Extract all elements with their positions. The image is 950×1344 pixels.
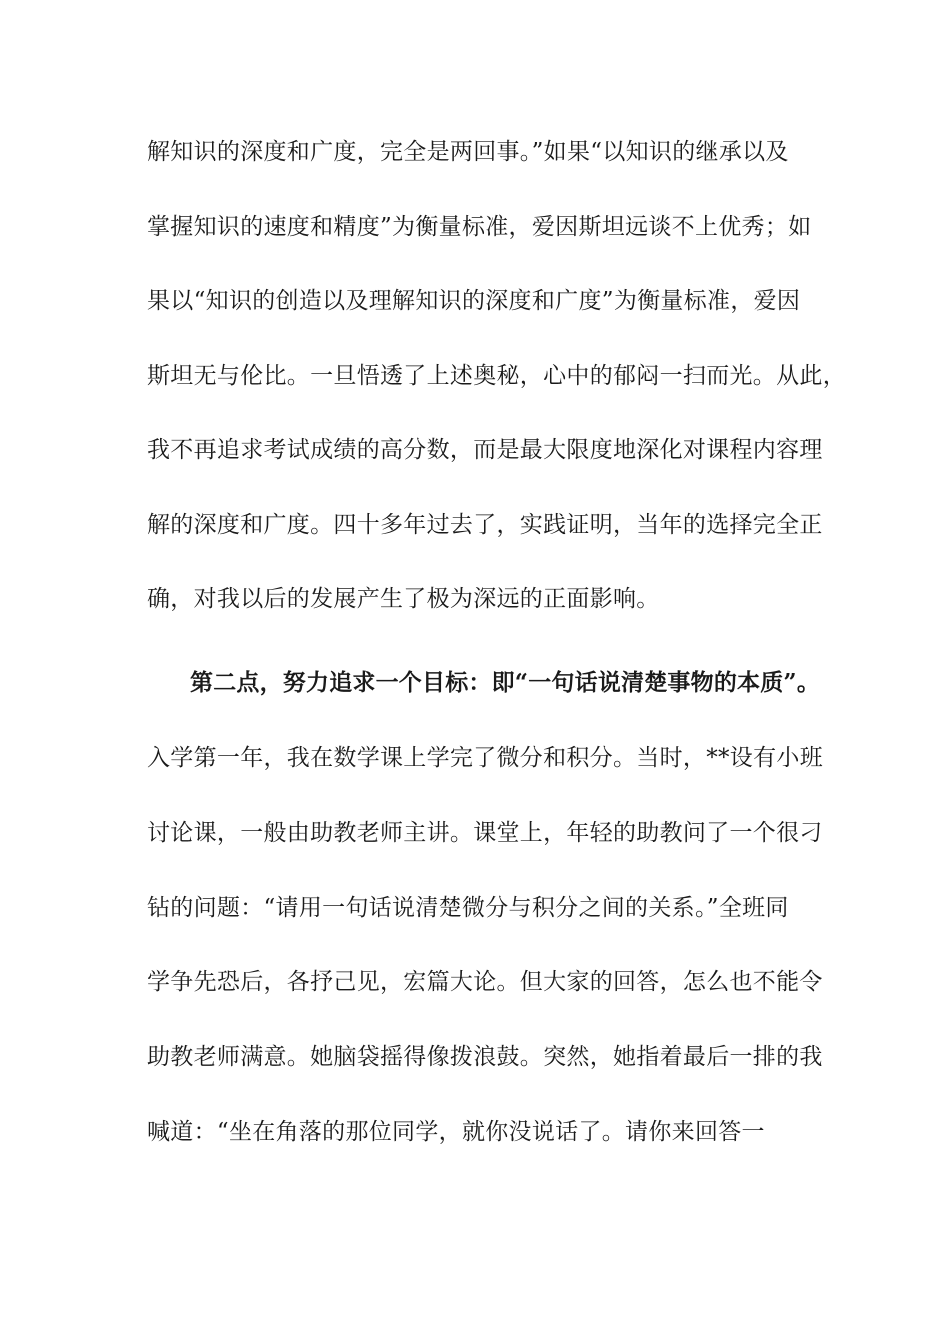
paragraph-line: 掌握知识的速度和精度”为衡量标准，爱因斯坦远谈不上优秀；如	[147, 214, 812, 240]
paragraph-line: 学争先恐后，各抒己见，宏篇大论。但大家的回答，怎么也不能令	[147, 969, 823, 995]
paragraph-line: 解的深度和广度。四十多年过去了，实践证明，当年的选择完全正	[147, 512, 823, 538]
paragraph-line: 讨论课，一般由助教老师主讲。课堂上，年轻的助教问了一个很刁	[147, 820, 823, 846]
paragraph-line: 入学第一年，我在数学课上学完了微分和积分。当时，**设有小班	[147, 745, 823, 771]
section-heading: 第二点，努力追求一个目标：即“一句话说清楚事物的本质”。	[190, 669, 821, 696]
paragraph-line: 喊道：“坐在角落的那位同学，就你没说话了。请你来回答一	[147, 1119, 765, 1145]
paragraph-line: 助教老师满意。她脑袋摇得像拨浪鼓。突然，她指着最后一排的我	[147, 1044, 823, 1070]
paragraph-line: 解知识的深度和广度，完全是两回事。”如果“以知识的继承以及	[147, 139, 789, 165]
paragraph-line: 我不再追求考试成绩的高分数，而是最大限度地深化对课程内容理	[147, 437, 823, 463]
paragraph-line: 钻的问题：“请用一句话说清楚微分与积分之间的关系。”全班同	[147, 895, 789, 921]
paragraph-line: 斯坦无与伦比。一旦悟透了上述奥秘，心中的郁闷一扫而光。从此，	[147, 363, 846, 389]
paragraph-line: 果以“知识的创造以及理解知识的深度和广度”为衡量标准，爱因	[147, 288, 801, 314]
paragraph-line: 确，对我以后的发展产生了极为深远的正面影响。	[147, 586, 660, 612]
